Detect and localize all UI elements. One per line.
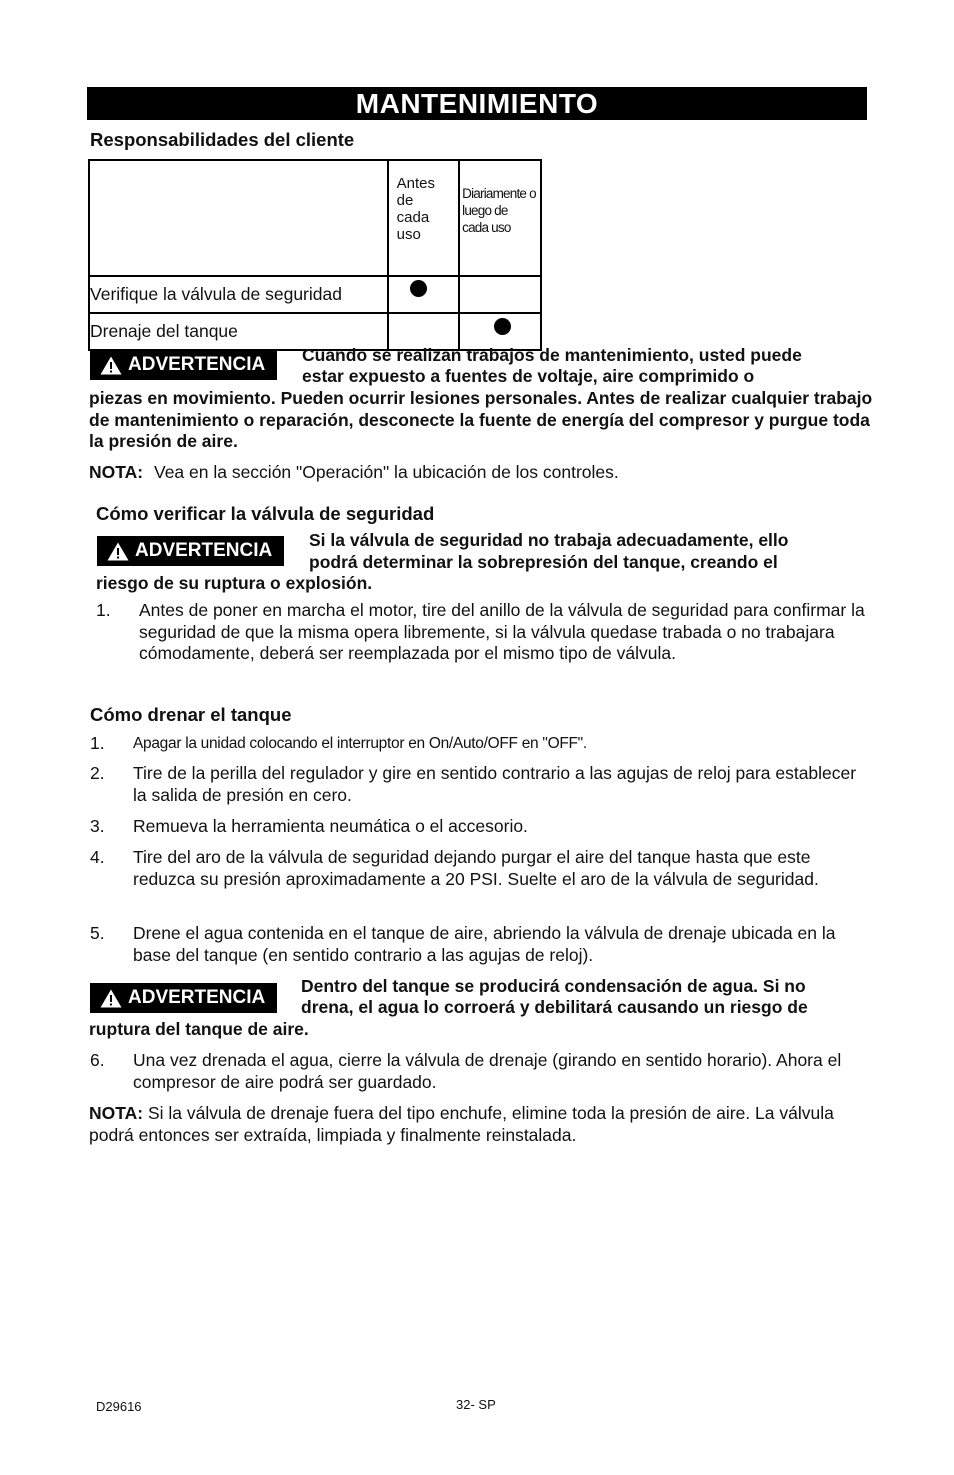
table-row-label: Drenaje del tanque xyxy=(89,313,388,350)
step-text: Tire del aro de la válvula de seguridad dejando purgar el aire del tanque hasta que este reduzca su presión aproximadamente a 20 PSI. Suelte el aro de la válvula de seguridad. xyxy=(133,847,819,889)
table-header-blank xyxy=(89,160,388,276)
step-text: Tire de la perilla del regulador y gire en sentido contrario a las agujas de reloj para establecer la salida de presión en cero. xyxy=(133,763,857,805)
warning3-line1: Dentro del tanque se producirá condensación de agua. Si no xyxy=(301,976,806,996)
step-number: 3. xyxy=(90,816,105,836)
table-cell-empty xyxy=(459,276,541,313)
step-number: 1. xyxy=(90,733,105,753)
note-2 xyxy=(89,1103,874,1146)
check-dot-icon xyxy=(494,318,511,335)
section-heading-responsibilities: Responsabilidades del cliente xyxy=(90,129,355,150)
page-title: MANTENIMIENTO xyxy=(87,87,867,120)
warning-label: ADVERTENCIA xyxy=(135,540,273,561)
warning1-line2: estar expuesto a fuentes de voltaje, aire comprimido o xyxy=(302,366,755,386)
warning-badge xyxy=(90,350,277,380)
note-1 xyxy=(89,462,879,484)
step-text: Antes de poner en marcha el motor, tire del anillo de la válvula de seguridad para confirmar la seguridad de que la misma opera libremente, si la válvula quedase trabada o no trabajara cómodamente, deberá ser reemplazada por el mismo tipo de válvula. xyxy=(139,600,865,663)
section-heading-safety-valve: Cómo verificar la válvula de seguridad xyxy=(96,503,435,524)
table-row xyxy=(89,276,541,313)
note-label: NOTA: xyxy=(89,1103,144,1123)
step-number: 2. xyxy=(90,763,105,783)
warning1-line1: Cuando se realizan trabajos de mantenimiento, usted puede xyxy=(302,345,802,365)
step-text: Apagar la unidad colocando el interruptor en On/Auto/OFF en "OFF". xyxy=(133,735,587,752)
warning-triangle-icon xyxy=(100,356,122,375)
warning1-text: piezas en movimiento. Pueden ocurrir lesiones personales. Antes de realizar cualquier trabajo de mantenimiento o reparación, desconecte la fuente de energía del compresor y purgue toda la presión de aire. xyxy=(89,388,873,451)
table-row-label: Verifique la válvula de seguridad xyxy=(89,276,388,313)
warning2-text: riesgo de su ruptura o explosión. xyxy=(96,573,373,593)
note-label: NOTA: xyxy=(89,462,144,482)
warning-label: ADVERTENCIA xyxy=(128,987,266,1008)
step-text: Drene el agua contenida en el tanque de aire, abriendo la válvula de drenaje ubicada en la base del tanque (en sentido contrario a las agujas de reloj). xyxy=(133,923,836,965)
step-number: 5. xyxy=(90,923,105,943)
warning-triangle-icon xyxy=(107,542,129,561)
step-number: 4. xyxy=(90,847,105,867)
warning2-line2: podrá determinar la sobrepresión del tanque, creando el xyxy=(309,552,778,572)
step-text: Remueva la herramienta neumática o el accesorio. xyxy=(133,816,528,836)
warning-badge xyxy=(97,536,284,566)
step-number: 6. xyxy=(90,1050,105,1070)
check-dot-icon xyxy=(410,280,427,297)
table-header-before-use: Antes de cada uso xyxy=(388,160,460,276)
table-header-row xyxy=(89,160,541,276)
warning2-line1: Si la válvula de seguridad no trabaja adecuadamente, ello xyxy=(309,530,789,550)
step-number: 1. xyxy=(96,600,111,620)
maintenance-table xyxy=(88,159,542,351)
step-text: Una vez drenada el agua, cierre la válvula de drenaje (girando en sentido horario). Ahora el compresor de aire podrá ser guardado. xyxy=(133,1050,842,1092)
warning-badge xyxy=(90,983,277,1013)
table-cell-check xyxy=(388,276,460,313)
warning-triangle-icon xyxy=(100,989,122,1008)
warning3-text: ruptura del tanque de aire. xyxy=(89,1019,309,1039)
doc-id: D29616 xyxy=(96,1399,142,1414)
section-heading-drain-tank: Cómo drenar el tanque xyxy=(90,704,292,725)
table-header-daily: Diariamente o luego de cada uso xyxy=(459,160,541,276)
page-number: 32- SP xyxy=(456,1397,496,1412)
warning3-line2: drena, el agua lo corroerá y debilitará causando un riesgo de xyxy=(301,997,808,1017)
warning-label: ADVERTENCIA xyxy=(128,354,266,375)
note-text: Vea en la sección "Operación" la ubicación de los controles. xyxy=(153,462,619,482)
note-text: Si la válvula de drenaje fuera del tipo enchufe, elimine toda la presión de aire. La válvula podrá entonces ser extraída, limpiada y finalmente reinstalada. xyxy=(89,1103,834,1145)
